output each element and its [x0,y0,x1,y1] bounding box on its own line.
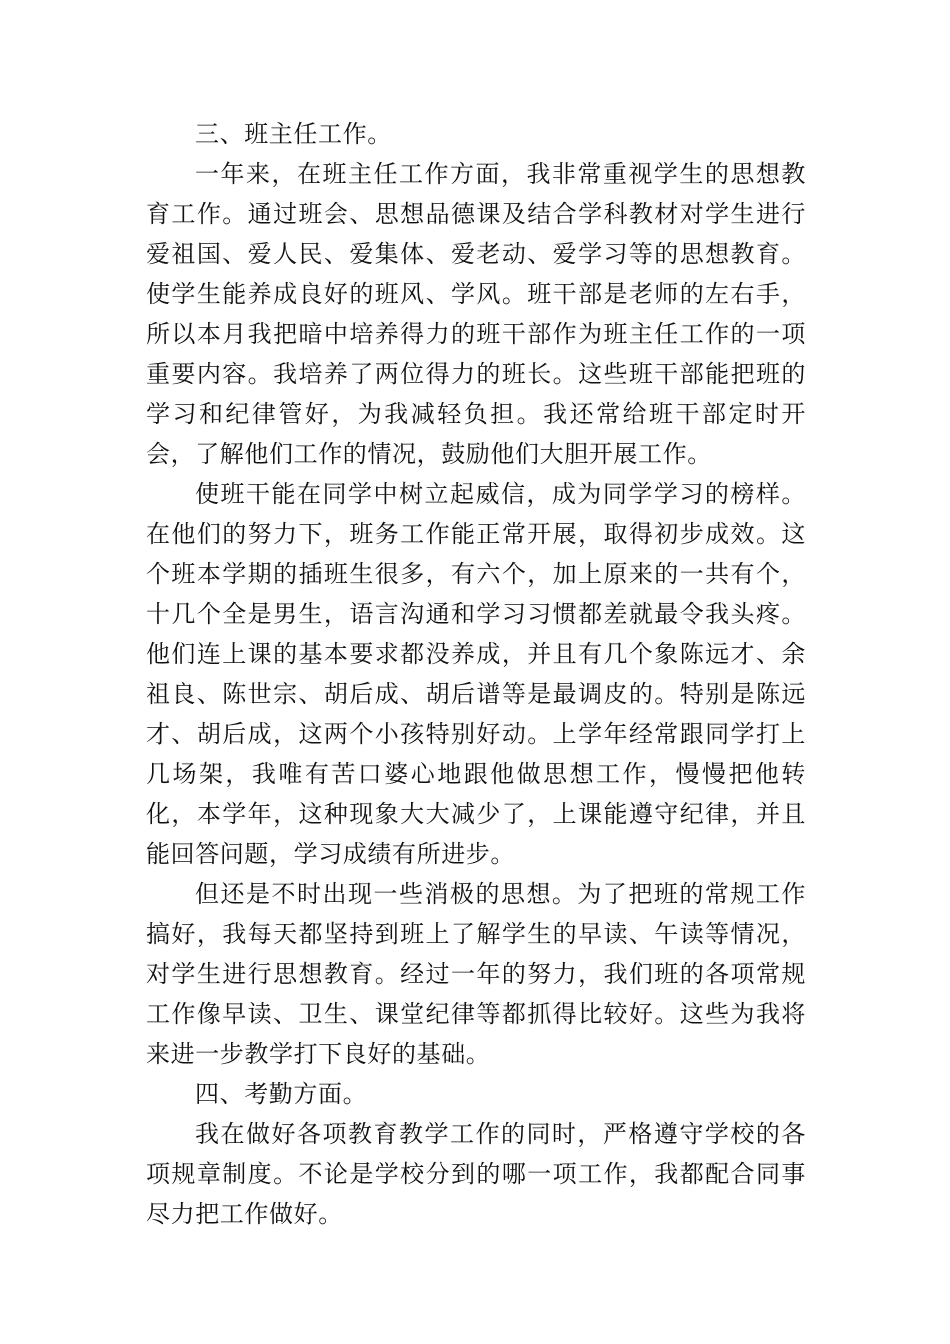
document-page [146,114,806,1234]
paragraph-class-teacher-work: 一年来，在班主任工作方面，我非常重视学生的思想教育工作。通过班会、思想品德课及结合学科教材对学生进行爱祖国、爱人民、爱集体、爱老动、爱学习等的思想教育。使学生能养成良好的班风、学风。班干部是老师的左右手，所以本月我把暗中培养得力的班干部作为班主任工作的一项重要内容。我培养了两位得力的班长。这些班干部能把班的学习和纪律管好，为我减轻负担。我还常给班干部定时开会，了解他们工作的情况，鼓励他们大胆开展工作。 [146,160,806,468]
paragraph-attendance: 我在做好各项教育教学工作的同时，严格遵守学校的各项规章制度。不论是学校分到的哪一项工作，我都配合同事尽力把工作做好。 [146,1120,806,1228]
paragraph-routine-work: 但还是不时出现一些消极的思想。为了把班的常规工作搞好，我每天都坚持到班上了解学生的早读、午读等情况，对学生进行思想教育。经过一年的努力，我们班的各项常规工作像早读、卫生、课堂纪律等都抓得比较好。这些为我将来进一步教学打下良好的基础。 [146,880,806,1068]
section-heading-attendance: 四、考勤方面。 [195,1080,368,1108]
paragraph-class-leaders: 使班干能在同学中树立起威信，成为同学学习的榜样。在他们的努力下，班务工作能正常开展，取得初步成效。这个班本学期的插班生很多，有六个，加上原来的一共有个，十几个全是男生，语言沟通和学习习惯都差就最令我头疼。他们连上课的基本要求都没养成，并且有几个象陈远才、余祖良、陈世宗、胡后成、胡后谱等是最调皮的。特别是陈远才、胡后成，这两个小孩特别好动。上学年经常跟同学打上几场架，我唯有苦口婆心地跟他做思想工作，慢慢把他转化，本学年，这种现象大大减少了，上课能遵守纪律，并且能回答问题，学习成绩有所进步。 [146,480,806,868]
section-heading-class-teacher-work: 三、班主任工作。 [195,120,392,148]
